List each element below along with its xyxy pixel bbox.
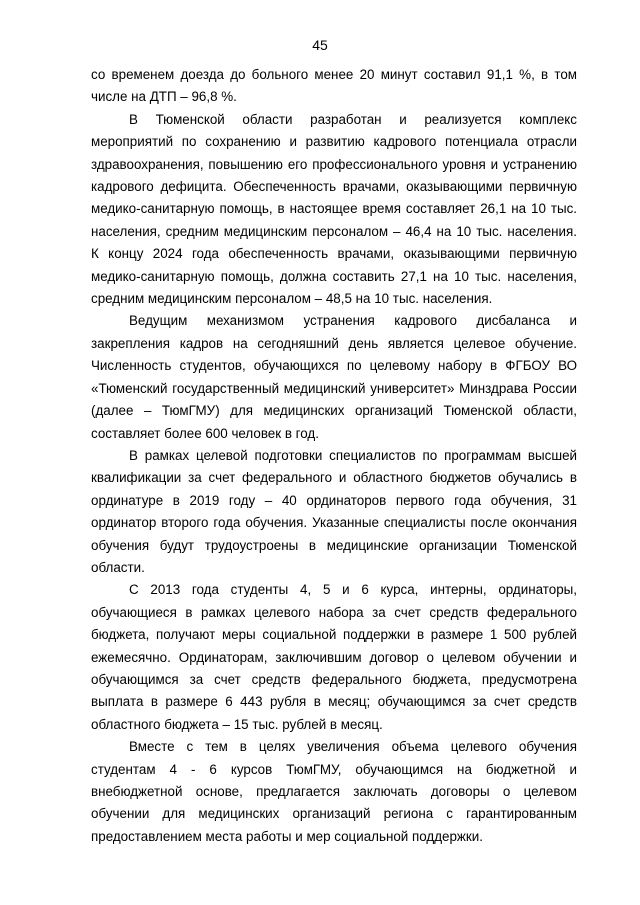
paragraph-continuation: со временем доезда до больного менее 20 минут составил 91,1 %, в том числе на ДТП – 96,8 %.	[91, 67, 577, 105]
paragraph-residency: В рамках целевой подготовки специалистов по программам высшей квалификации за счет федерального и областного бюджетов обучались в ординатуре в 2019 году – 40 ординаторов первого года обучения, 31 ординатор второго года обучения. Указанные специалисты после окончания обучения будут трудоустроены в медицинские организации Тюменской области.	[91, 447, 577, 575]
paragraph-targeted-training: Ведущим механизмом устранения кадрового дисбаланса и закрепления кадров на сегодняшний день является целевое обучение. Численность студентов, обучающихся по целевому набору в ФГБОУ ВО «Тюменский государственный медицинский университет» Минздрава России (далее – ТюмГМУ) для медицинских организаций Тюменской области, составляет более 600 человек в год.	[91, 313, 577, 441]
document-body	[91, 64, 577, 848]
paragraph-staffing-program: В Тюменской области разработан и реализуется комплекс мероприятий по сохранению и развитию кадрового потенциала отрасли здравоохранения, повышению его профессионального уровня и устранению кадрового дефицита. Обеспеченность врачами, оказывающими первичную медико-санитарную помощь, в настоящее время составляет 26,1 на 10 тыс. населения, средним медицинским персоналом – 46,4 на 10 тыс. населения. К концу 2024 года обеспеченность врачами, оказывающими первичную медико-санитарную помощь, должна составить 27,1 на 10 тыс. населения, средним медицинским персоналом – 48,5 на 10 тыс. населения.	[91, 111, 577, 307]
paragraph-social-support: С 2013 года студенты 4, 5 и 6 курса, интерны, ординаторы, обучающиеся в рамках целевого набора за счет средств федерального бюджета, получают меры социальной поддержки в размере 1 500 рублей ежемесячно. Ординаторам, заключившим договор о целевом обучении и обучающимся за счет средств федерального бюджета, предусмотрена выплата в размере 6 443 рубля в месяц; обучающимся за счет средств областного бюджета – 15 тыс. рублей в месяц.	[91, 582, 577, 732]
page-number: 45	[312, 37, 328, 53]
paragraph-proposal: Вместе с тем в целях увеличения объема целевого обучения студентам 4 - 6 курсов ТюмГМУ, обучающимся на бюджетной и внебюджетной основе, предлагается заключать договоры о целевом обучении для медицинских организаций региона с гарантированным предоставлением места работы и мер социальной поддержки.	[91, 739, 577, 844]
